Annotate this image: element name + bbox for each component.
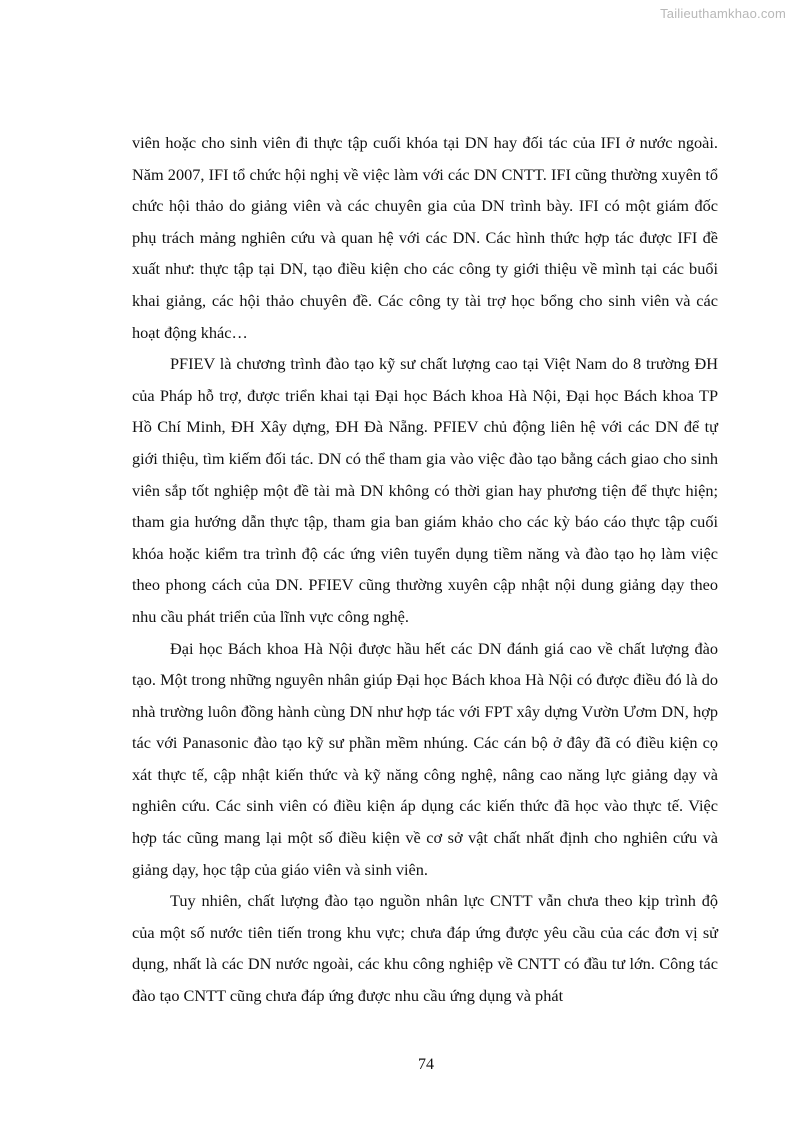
paragraph-hanoi-polytechnic: Đại học Bách khoa Hà Nội được hầu hết các DN đánh giá cao về chất lượng đào tạo. Một trong những nguyên nhân giúp Đại học Bách khoa Hà Nội có được điều đó là do nhà trường luôn đồng hành cùng DN như hợp tác với FPT xây dựng Vườn Ươm DN, hợp tác với Panasonic đào tạo kỹ sư phần mềm nhúng. Các cán bộ ở đây đã có điều kiện cọ xát thực tế, cập nhật kiến thức và kỹ năng công nghệ, nâng cao năng lực giảng dạy và nghiên cứu. Các sinh viên có điều kiện áp dụng các kiến thức đã học vào thực tế. Việc hợp tác cũng mang lại một số điều kiện về cơ sở vật chất nhất định cho nghiên cứu và giảng dạy, học tập của giáo viên và sinh viên. [132, 638, 718, 879]
paragraph-quality-gap: Tuy nhiên, chất lượng đào tạo nguồn nhân lực CNTT vẫn chưa theo kịp trình độ của một số nước tiên tiến trong khu vực; chưa đáp ứng được yêu cầu của các đơn vị sử dụng, nhất là các DN nước ngoài, các khu công nghiệp về CNTT có đầu tư lớn. Công tác đào tạo CNTT cũng chưa đáp ứng được nhu cầu ứng dụng và phát [132, 891, 718, 1006]
page-number: 74 [418, 1056, 434, 1073]
paragraph-pfiev: PFIEV là chương trình đào tạo kỹ sư chất lượng cao tại Việt Nam do 8 trường ĐH của Pháp hỗ trợ, được triển khai tại Đại học Bách khoa Hà Nội, Đại học Bách khoa TP Hồ Chí Minh, ĐH Xây dựng, ĐH Đà Nẵng. PFIEV chủ động liên hệ với các DN để tự giới thiệu, tìm kiếm đối tác. DN có thể tham gia vào việc đào tạo bằng cách giao cho sinh viên sắp tốt nghiệp một đề tài mà DN không có thời gian hay phương tiện để thực hiện; tham gia hướng dẫn thực tập, tham gia ban giám khảo cho các kỳ báo cáo thực tập cuối khóa hoặc kiểm tra trình độ các ứng viên tuyển dụng tiềm năng và đào tạo họ làm việc theo phong cách của DN. PFIEV cũng thường xuyên cập nhật nội dung giảng dạy theo nhu cầu phát triển của lĩnh vực công nghệ. [132, 354, 718, 626]
page-body [132, 127, 718, 1012]
paragraph-ifi-continued: viên hoặc cho sinh viên đi thực tập cuối khóa tại DN hay đối tác của IFI ở nước ngoài. Năm 2007, IFI tổ chức hội nghị về việc làm với các DN CNTT. IFI cũng thường xuyên tổ chức hội thảo do giảng viên và các chuyên gia của DN trình bày. IFI có một giám đốc phụ trách mảng nghiên cứu và quan hệ với các DN. Các hình thức hợp tác được IFI đề xuất như: thực tập tại DN, tạo điều kiện cho các công ty giới thiệu về mình tại các buổi khai giảng, các hội thảo chuyên đề. Các công ty tài trợ học bổng cho sinh viên và các hoạt động khác… [132, 133, 718, 342]
watermark: Tailieuthamkhao.com [660, 6, 786, 21]
